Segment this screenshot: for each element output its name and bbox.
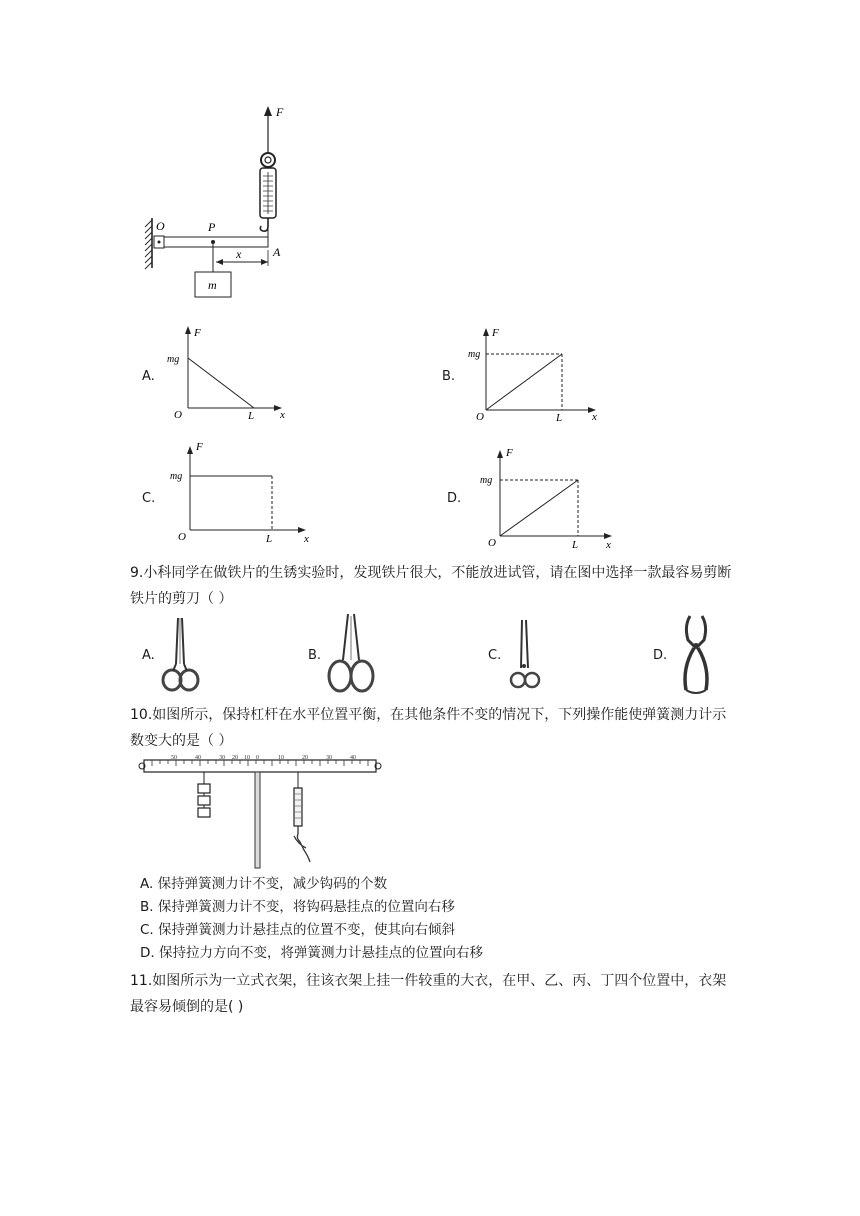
scale-tick-30-right: 30	[326, 755, 332, 761]
q9-option-d[interactable]: D.	[653, 648, 668, 663]
q9-option-c[interactable]: C.	[488, 648, 502, 663]
point-a-label: A	[273, 245, 281, 259]
graph-d	[476, 442, 621, 554]
graph-d-origin: O	[488, 537, 496, 549]
graph-b-origin: O	[476, 411, 484, 422]
graph-a-origin: O	[174, 409, 182, 421]
scale-tick-10-left: 10	[244, 755, 250, 761]
q10-option-c[interactable]: C. 保持弹簧测力计悬挂点的位置不变，使其向右倾斜	[140, 922, 456, 938]
origin-label: O	[156, 219, 165, 233]
scale-tick-40-right: 40	[350, 755, 356, 761]
graph-c-x-mark: L	[266, 533, 273, 545]
question-11-text: 11.如图所示为一立式衣架，往该衣架上挂一件较重的大衣，在甲、乙、丙、丁四个位置中，衣架最容易倾倒的是( )	[130, 973, 727, 1015]
graph-a-x-mark: L	[248, 410, 255, 422]
graph-a-x-axis: x	[280, 409, 285, 421]
graph-a-y-mark: mg	[167, 354, 180, 365]
option-d-letter[interactable]: D.	[447, 491, 462, 506]
scissors-d-image	[676, 612, 716, 698]
force-label: F	[276, 105, 284, 119]
scale-tick-20-right: 20	[302, 755, 308, 761]
graph-d-x-mark: L	[572, 539, 579, 551]
graph-b-x-axis: x	[592, 411, 597, 422]
q9-option-b[interactable]: B.	[308, 648, 322, 663]
graph-d-x-axis: x	[606, 539, 611, 551]
graph-c-x-axis: x	[304, 533, 309, 545]
q10-option-a[interactable]: A. 保持弹簧测力计不变，减少钩码的个数	[140, 876, 388, 892]
scissors-a-image	[158, 614, 204, 696]
point-p-label: P	[208, 220, 216, 234]
q9-option-a[interactable]: A.	[142, 648, 155, 663]
question-9-text: 9.小科同学在做铁片的生锈实验时，发现铁片很大，不能放进试管，请在图中选择一款最容易剪断铁片的剪刀（ ）	[130, 565, 732, 607]
question-10-text: 10.如图所示，保持杠杆在水平位置平衡，在其他条件不变的情况下，下列操作能使弹簧测力计示数变大的是（ ）	[130, 707, 727, 749]
q10-option-d[interactable]: D. 保持拉力方向不变，将弹簧测力计悬挂点的位置向右移	[140, 945, 483, 961]
scale-tick-50: 50	[171, 755, 177, 761]
graph-d-y-axis: F	[506, 447, 513, 459]
graph-b-y-mark: mg	[468, 349, 481, 360]
scale-tick-40: 40	[195, 755, 201, 761]
option-a-letter[interactable]: A.	[142, 369, 155, 384]
graph-c	[166, 436, 316, 548]
lever-spring-scale-figure	[130, 100, 300, 305]
graph-b-y-axis: F	[492, 327, 499, 339]
q10-option-b[interactable]: B. 保持弹簧测力计不变，将钩码悬挂点的位置向右移	[140, 899, 455, 915]
graph-d-y-mark: mg	[480, 475, 493, 486]
graph-a-y-axis: F	[194, 327, 201, 339]
graph-a	[160, 322, 300, 422]
scissors-c-image	[506, 616, 544, 694]
mass-label: m	[208, 278, 217, 292]
graph-b	[466, 322, 606, 422]
option-c-letter[interactable]: C.	[142, 491, 156, 506]
scale-tick-0: 0	[256, 755, 259, 761]
graph-c-y-axis: F	[196, 441, 203, 453]
lever-balance-figure	[138, 752, 382, 870]
distance-label: x	[236, 247, 242, 261]
graph-b-x-mark: L	[556, 412, 563, 422]
scissors-b-image	[326, 610, 376, 696]
option-b-letter[interactable]: B.	[442, 369, 456, 384]
scale-tick-10-right: 10	[278, 755, 284, 761]
scale-tick-20: 20	[232, 755, 238, 761]
scale-tick-30: 30	[219, 755, 225, 761]
graph-c-origin: O	[178, 531, 186, 543]
graph-c-y-mark: mg	[170, 471, 183, 482]
